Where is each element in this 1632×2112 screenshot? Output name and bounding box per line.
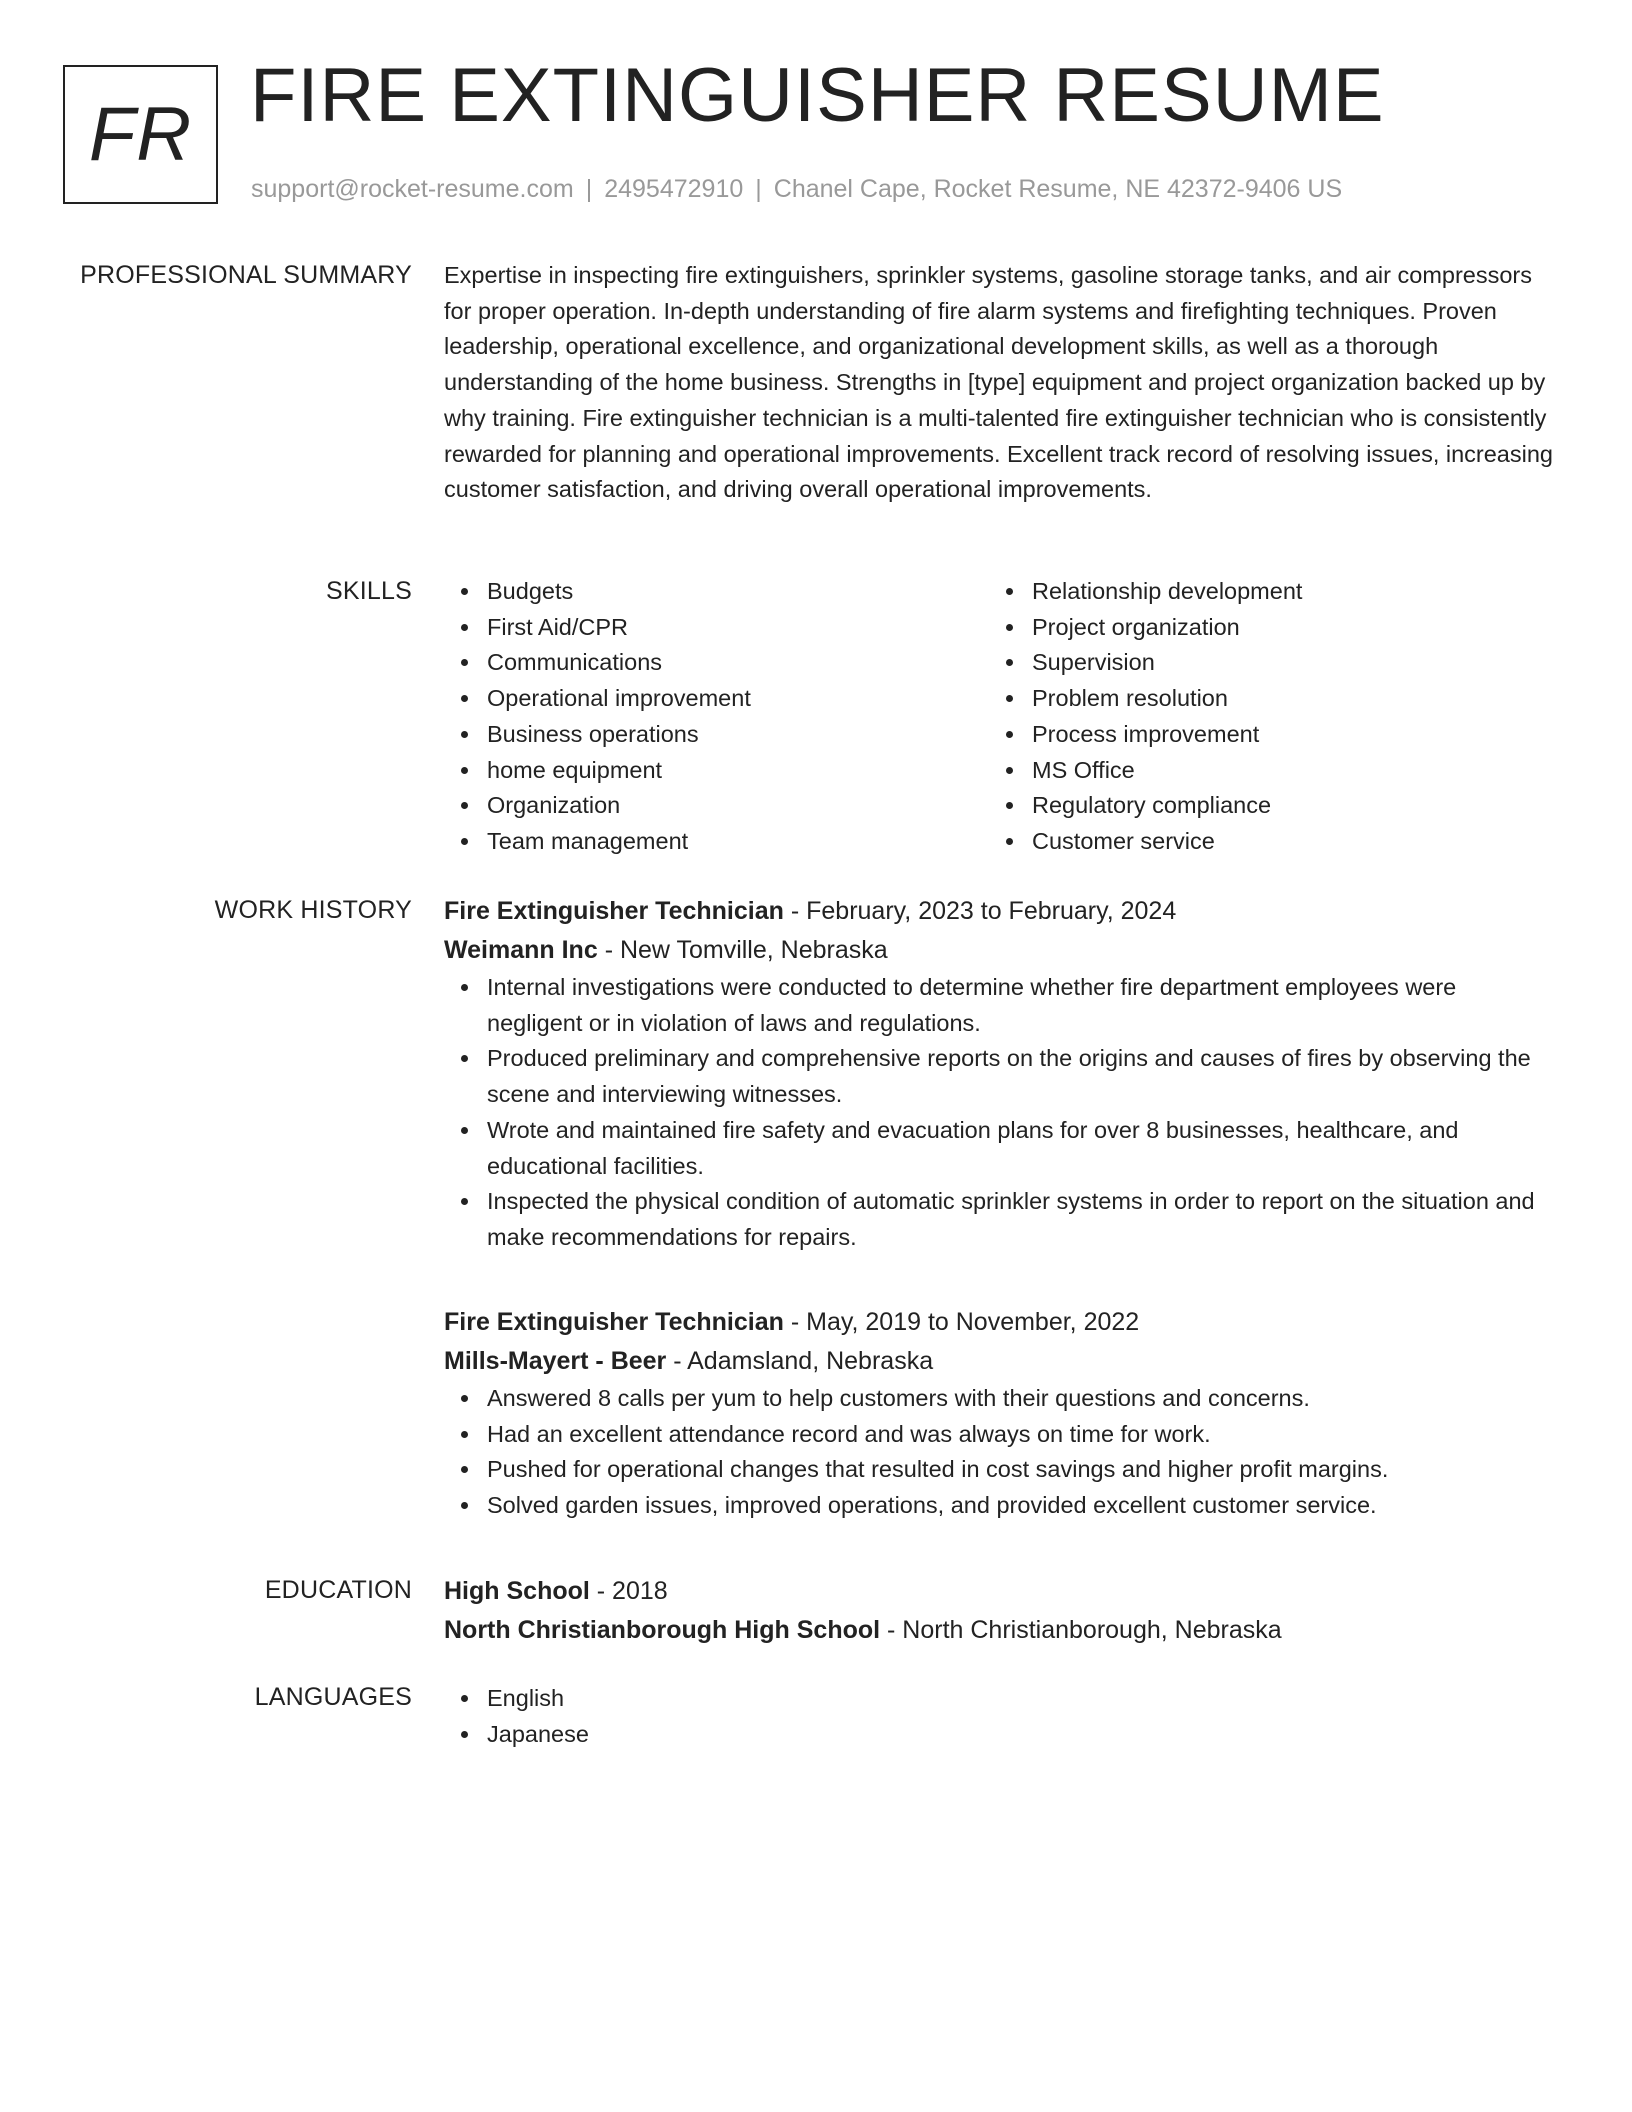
job-company-line bbox=[444, 1342, 1556, 1381]
education-year: - 2018 bbox=[589, 1577, 668, 1605]
job-duty: Produced preliminary and comprehensive reports on the origins and causes of fires by observing the scene and interviewing witnesses. bbox=[444, 1041, 1556, 1112]
education-location: - North Christianborough, Nebraska bbox=[880, 1616, 1282, 1644]
skill-item: Budgets bbox=[444, 574, 989, 610]
skill-item: Communications bbox=[444, 645, 989, 681]
skill-item: Business operations bbox=[444, 717, 989, 753]
education-school-line bbox=[444, 1611, 1556, 1650]
resume-title: FIRE EXTINGUISHER RESUME bbox=[250, 53, 1385, 138]
job-duty: Answered 8 calls per yum to help customers with their questions and concerns. bbox=[444, 1381, 1556, 1417]
skill-item: home equipment bbox=[444, 753, 989, 789]
skill-item: MS Office bbox=[989, 753, 1534, 789]
job-duty: Internal investigations were conducted to determine whether fire department employees were negligent or in violation of laws and regulations. bbox=[444, 970, 1556, 1041]
skill-item: First Aid/CPR bbox=[444, 610, 989, 646]
skill-item: Organization bbox=[444, 788, 989, 824]
job-duty: Wrote and maintained fire safety and evacuation plans for over 8 businesses, healthcare, and educational facilities. bbox=[444, 1113, 1556, 1184]
contact-phone: 2495472910 bbox=[604, 175, 744, 203]
job-title: Fire Extinguisher Technician bbox=[444, 1308, 784, 1336]
skill-item: Customer service bbox=[989, 824, 1534, 860]
contact-separator: | bbox=[585, 175, 593, 203]
summary-text: Expertise in inspecting fire extinguishers, sprinkler systems, gasoline storage tanks, and air compressors for proper operation. In-depth understanding of fire alarm systems and firefighting techniques. Proven leadership, operational excellence, and organizational development skills, as well as a thorough understanding of the home business. Strengths in [type] equipment and project organization backed up by why training. Fire extinguisher technician is a multi-talented fire extinguisher technician who is consistently rewarded for planning and operational improvements. Excellent track record of resolving issues, increasing customer satisfaction, and driving overall operational improvements. bbox=[444, 262, 1553, 503]
skills-list-right bbox=[989, 574, 1534, 860]
job-dates: - February, 2023 to February, 2024 bbox=[783, 897, 1177, 925]
job-title: Fire Extinguisher Technician bbox=[444, 897, 784, 925]
skill-item: Team management bbox=[444, 824, 989, 860]
job-dates: - May, 2019 to November, 2022 bbox=[783, 1308, 1140, 1336]
job-title-line bbox=[444, 892, 1556, 931]
language-item: Japanese bbox=[444, 1717, 1556, 1753]
education-degree-line bbox=[444, 1572, 1556, 1611]
job-duties-list bbox=[444, 970, 1556, 1256]
skill-item: Process improvement bbox=[989, 717, 1534, 753]
job-duties-list bbox=[444, 1381, 1556, 1524]
skills-list-left bbox=[444, 574, 989, 860]
section-heading-work-history: WORK HISTORY bbox=[214, 896, 412, 924]
job-company-line bbox=[444, 931, 1556, 970]
job-duty: Pushed for operational changes that resulted in cost savings and higher profit margins. bbox=[444, 1452, 1556, 1488]
skill-item: Operational improvement bbox=[444, 681, 989, 717]
section-heading-summary: PROFESSIONAL SUMMARY bbox=[80, 261, 412, 289]
skill-item: Problem resolution bbox=[989, 681, 1534, 717]
job-duty: Had an excellent attendance record and was always on time for work. bbox=[444, 1417, 1556, 1453]
job-entry bbox=[444, 1303, 1556, 1524]
job-company: Mills-Mayert - Beer bbox=[444, 1347, 667, 1375]
education-degree: High School bbox=[444, 1577, 590, 1605]
languages-list bbox=[444, 1681, 1556, 1752]
contact-email: support@rocket-resume.com bbox=[251, 175, 574, 203]
section-heading-languages: LANGUAGES bbox=[254, 1683, 412, 1711]
skill-item: Project organization bbox=[989, 610, 1534, 646]
job-duty: Inspected the physical condition of automatic sprinkler systems in order to report on the situation and make recommendations for repairs. bbox=[444, 1184, 1556, 1255]
language-item: English bbox=[444, 1681, 1556, 1717]
job-title-line bbox=[444, 1303, 1556, 1342]
education-school: North Christianborough High School bbox=[444, 1616, 881, 1644]
contact-separator: | bbox=[755, 175, 762, 203]
section-heading-education: EDUCATION bbox=[264, 1576, 412, 1604]
skill-item: Regulatory compliance bbox=[989, 788, 1534, 824]
contact-address: Chanel Cape, Rocket Resume, NE 42372-9406 US bbox=[773, 175, 1343, 203]
section-heading-skills: SKILLS bbox=[326, 577, 412, 605]
monogram-initials: FR bbox=[88, 91, 193, 177]
job-duty: Solved garden issues, improved operations, and provided excellent customer service. bbox=[444, 1488, 1556, 1524]
job-location: - Adamsland, Nebraska bbox=[666, 1347, 934, 1375]
skill-item: Supervision bbox=[989, 645, 1534, 681]
contact-line bbox=[251, 174, 1342, 204]
job-location: - New Tomville, Nebraska bbox=[597, 936, 888, 964]
skill-item: Relationship development bbox=[989, 574, 1534, 610]
job-company: Weimann Inc bbox=[444, 936, 598, 964]
job-entry bbox=[444, 892, 1556, 1256]
monogram-badge bbox=[63, 65, 218, 204]
skills-grid bbox=[444, 574, 1556, 860]
